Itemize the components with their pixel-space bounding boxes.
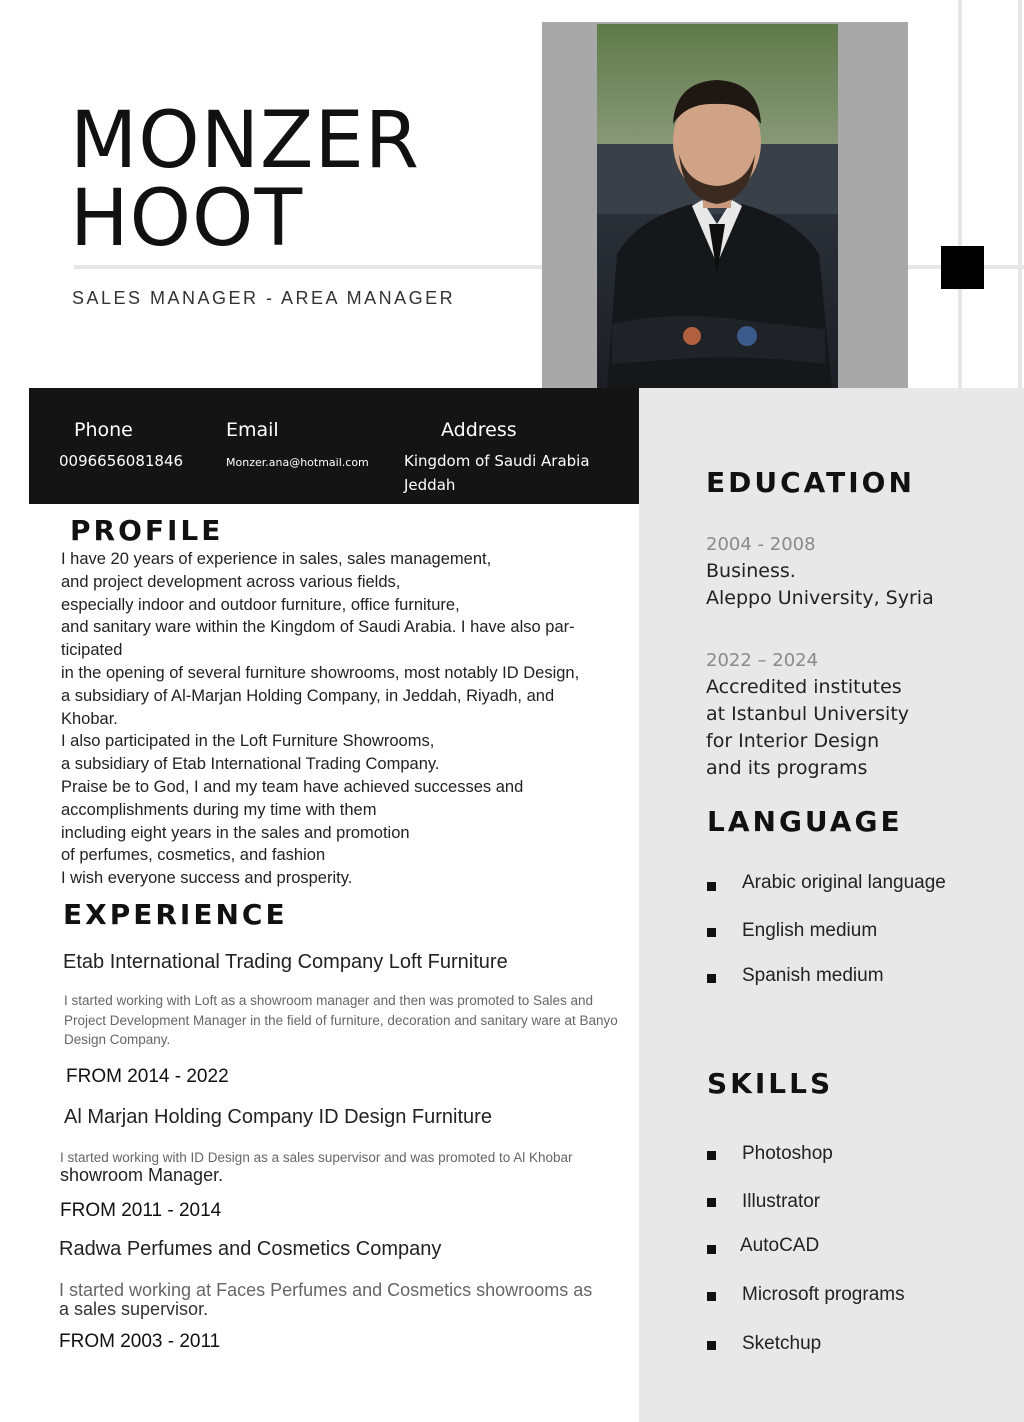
- bullet-icon: [707, 1245, 716, 1254]
- education-line: and its programs: [706, 757, 868, 779]
- experience-heading: EXPERIENCE: [63, 898, 288, 931]
- email-value[interactable]: Monzer.ana@hotmail.com: [226, 456, 369, 469]
- skill-item: Illustrator: [742, 1191, 821, 1212]
- decorative-black-square: [941, 246, 984, 289]
- first-name: MONZER: [70, 96, 420, 186]
- email-label: Email: [226, 419, 279, 441]
- decorative-vertical-line: [958, 0, 962, 390]
- address-line-2: Jeddah: [404, 476, 456, 494]
- education-years: 2022 – 2024: [706, 650, 819, 671]
- profile-heading: PROFILE: [70, 514, 224, 547]
- candidate-name: [70, 96, 420, 264]
- language-heading: LANGUAGE: [707, 805, 903, 838]
- education-line: Accredited institutes: [706, 676, 902, 698]
- last-name: HOOT: [70, 174, 304, 264]
- phone-value: 0096656081846: [59, 452, 184, 470]
- job-description-line-2: a sales supervisor.: [59, 1299, 209, 1319]
- skill-item: Sketchup: [742, 1333, 822, 1354]
- education-line: Aleppo University, Syria: [706, 587, 934, 609]
- language-item: Arabic original language: [742, 872, 946, 893]
- education-line: for Interior Design: [706, 730, 880, 752]
- skill-item: Microsoft programs: [742, 1284, 905, 1305]
- bullet-icon: [707, 1198, 716, 1207]
- bullet-icon: [707, 974, 716, 983]
- bullet-icon: [707, 1292, 716, 1301]
- skill-item: AutoCAD: [740, 1235, 820, 1256]
- side-panel: [639, 388, 1024, 1422]
- job-title: Radwa Perfumes and Cosmetics Company: [59, 1238, 442, 1260]
- bullet-icon: [707, 882, 716, 891]
- address-line-1: Kingdom of Saudi Arabia: [404, 452, 590, 470]
- phone-label: Phone: [74, 419, 133, 441]
- education-details: [706, 558, 934, 612]
- job-date: FROM 2003 - 2011: [59, 1331, 221, 1352]
- bullet-icon: [707, 928, 716, 937]
- job-description: I started working with Loft as a showroom manager and then was promoted to Sales and Project Development Manager in the field of furniture, decoration and sanitary ware at Banyo Design Company.: [64, 993, 618, 1047]
- job-description-line-2: showroom Manager.: [60, 1165, 224, 1185]
- language-item: English medium: [742, 920, 878, 941]
- profile-text: I have 20 years of experience in sales, sales management, and project development across various fields, especially indoor and outdoor furniture, office furniture, and sanitary ware within the Kingdom of Saudi Arabia. I have also par- ticipated in the opening of several furniture showrooms, most notably ID Design, a subsidiary of Al-Marjan Holding Company, in Jeddah, Riyadh, and Khobar. I also participated in the Loft Furniture Showrooms, a subsidiary of Etab International Trading Company. Praise be to God, I and my team have achieved successes and accomplishments during my time with them including eight years in the sales and promotion of perfumes, cosmetics, and fashion I wish everyone success and prosperity.: [61, 550, 580, 888]
- job-title: Etab International Trading Company Loft Furniture: [63, 951, 508, 973]
- bullet-icon: [707, 1341, 716, 1350]
- job-date: FROM 2011 - 2014: [60, 1200, 222, 1221]
- job-date: FROM 2014 - 2022: [66, 1066, 229, 1087]
- skills-heading: SKILLS: [707, 1067, 834, 1100]
- address-label: Address: [441, 419, 517, 441]
- education-years: 2004 - 2008: [706, 534, 816, 555]
- profile-photo: [597, 24, 838, 388]
- decorative-vertical-line: [1018, 0, 1022, 390]
- contact-bar: [29, 388, 639, 504]
- job-description-line-1: I started working with ID Design as a sales supervisor and was promoted to Al Khobar: [60, 1150, 573, 1165]
- education-line: at Istanbul University: [706, 703, 910, 725]
- bullet-icon: [707, 1151, 716, 1160]
- job-description-line-1: I started working at Faces Perfumes and Cosmetics showrooms as: [59, 1280, 593, 1300]
- skill-item: Photoshop: [742, 1143, 833, 1164]
- job-title: Al Marjan Holding Company ID Design Furniture: [64, 1106, 492, 1128]
- education-heading: EDUCATION: [706, 466, 915, 499]
- education-details: [706, 674, 909, 782]
- job-subtitle: SALES MANAGER - AREA MANAGER: [72, 288, 456, 308]
- education-line: Business.: [706, 560, 796, 582]
- language-item: Spanish medium: [742, 965, 884, 986]
